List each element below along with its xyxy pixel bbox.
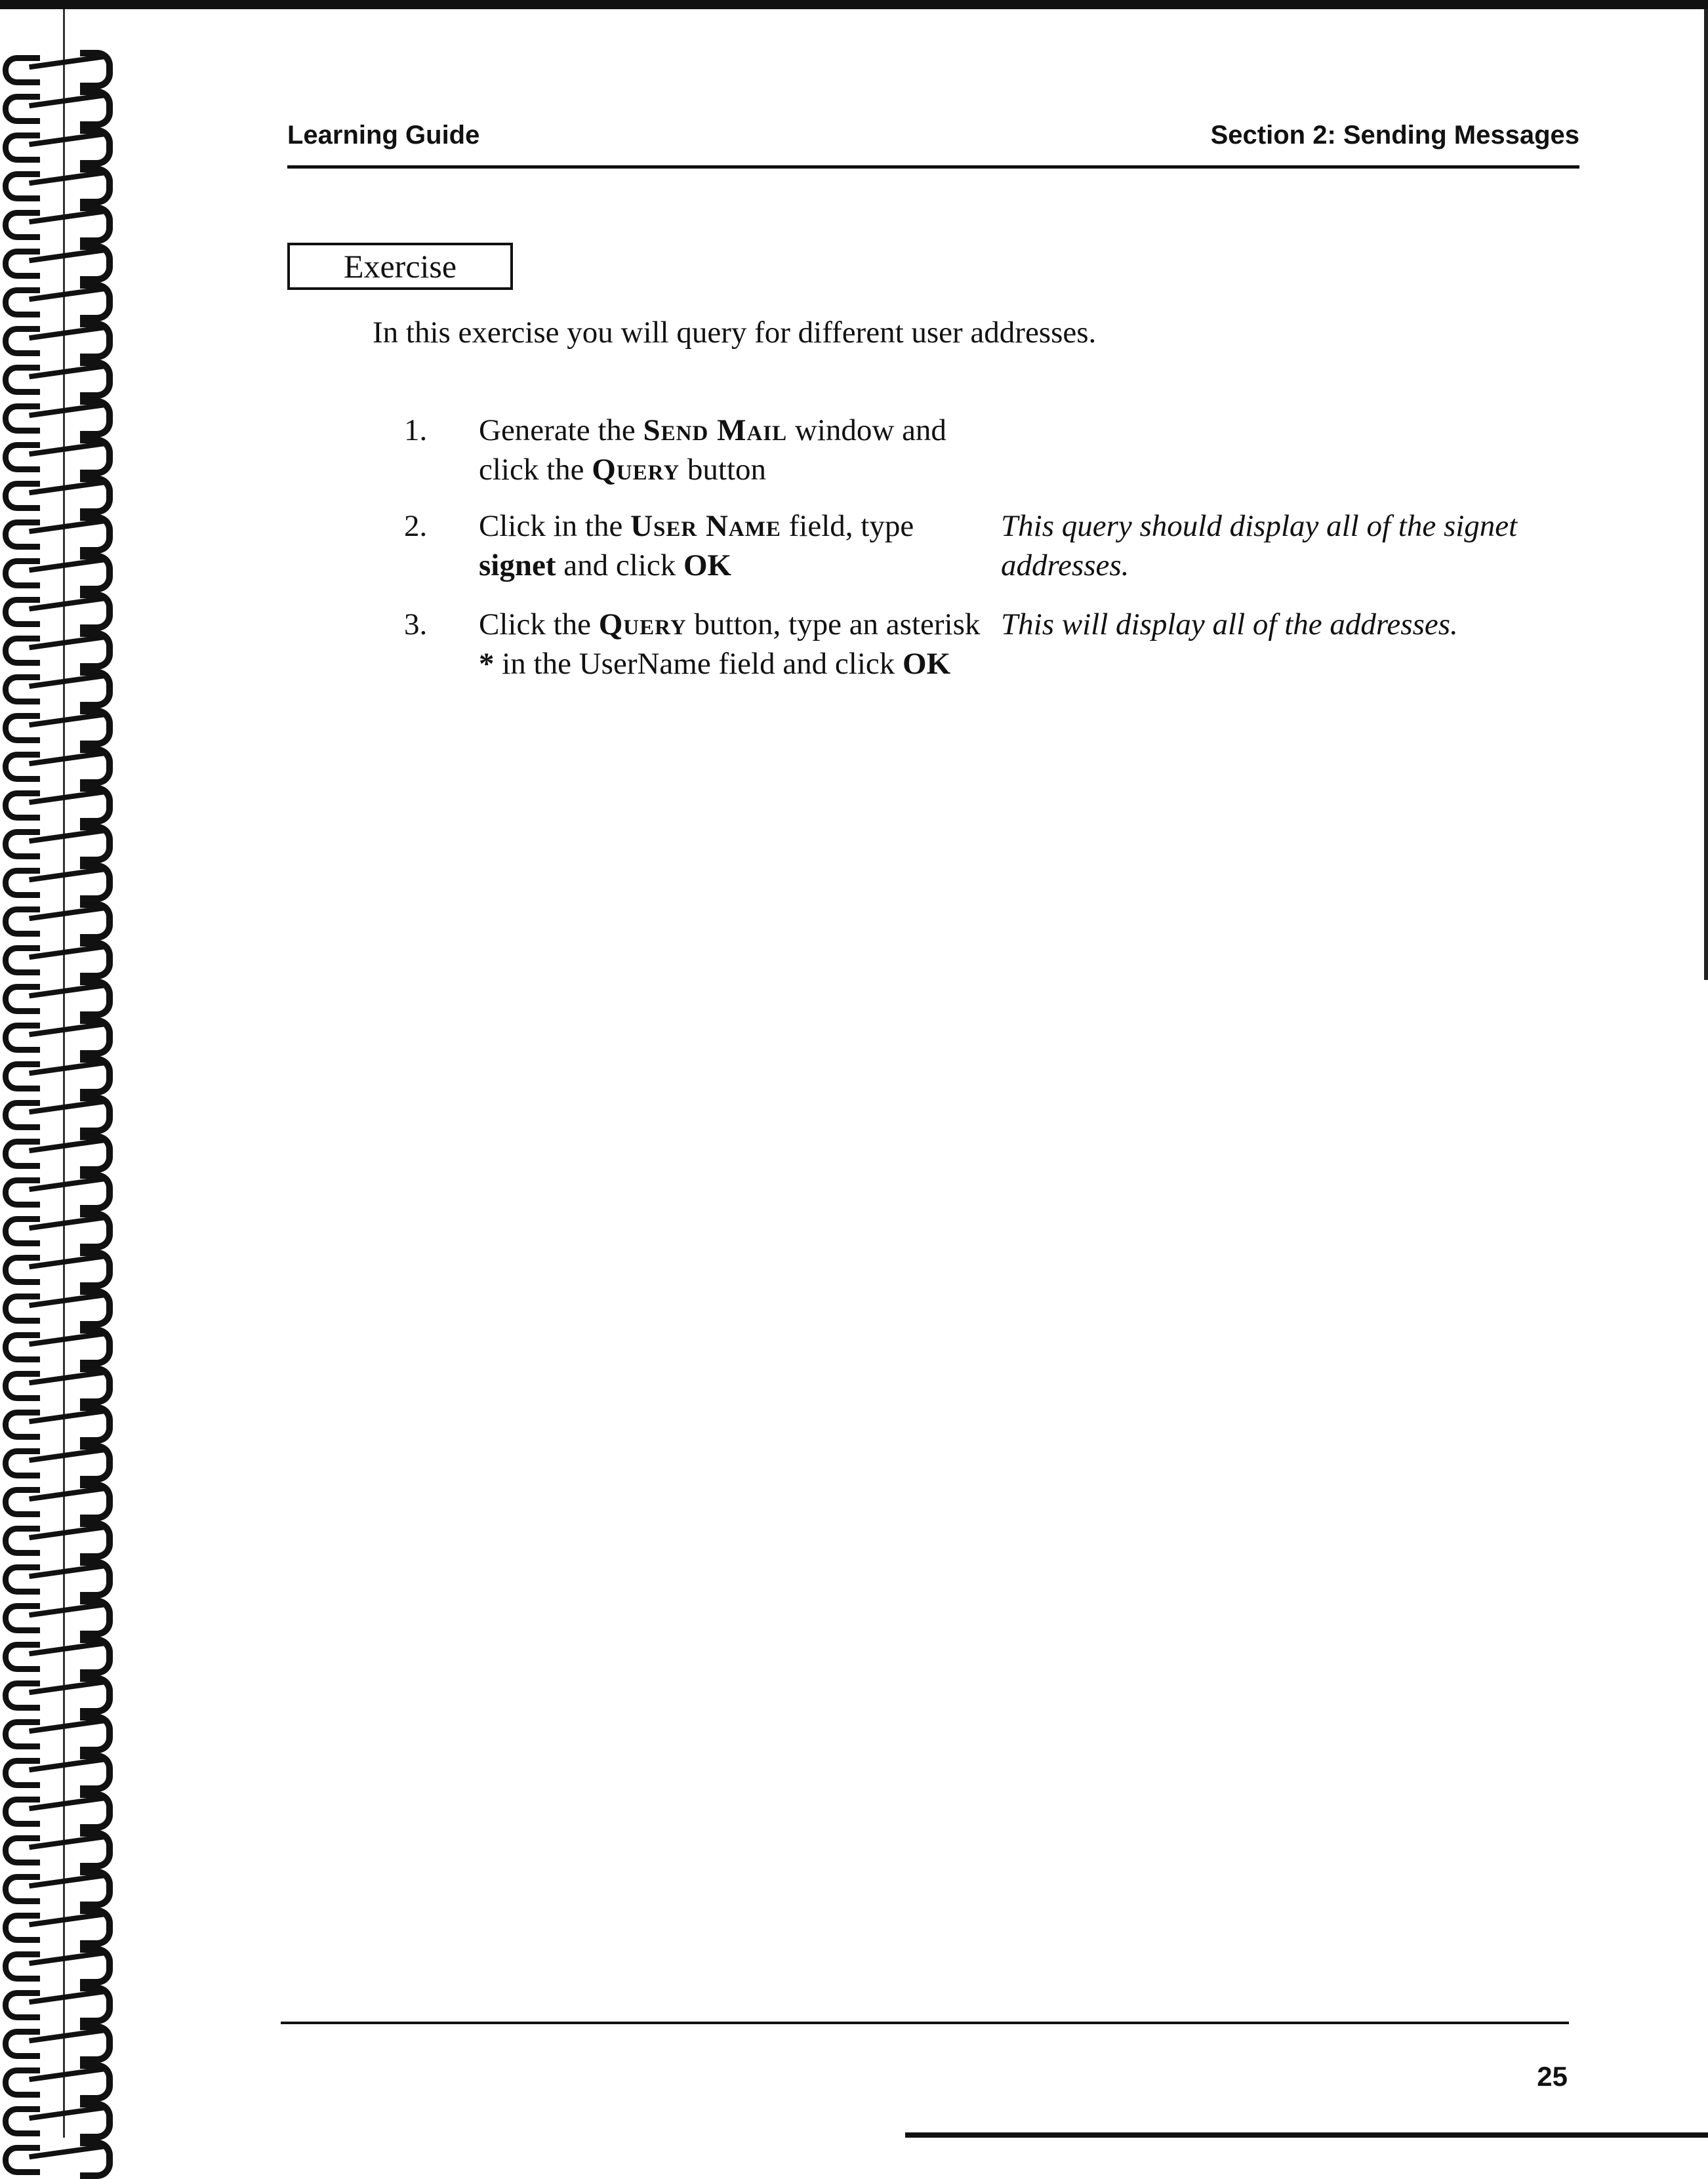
binding-coil [3,2024,114,2055]
step-number: 2. [404,509,428,543]
binding-coil [3,1559,114,1591]
binding-coil [3,1133,114,1165]
step-number: 3. [404,607,428,641]
header-left-title: Learning Guide [287,121,480,150]
binding-coil [3,669,114,701]
binding-coil [3,940,114,971]
exercise-intro: In this exercise you will query for different user addresses. [373,316,1097,350]
typed-value: * [479,647,495,681]
bottom-border [905,2132,1708,2138]
binding-coil [3,1172,114,1204]
step-note: This will display all of the addresses. [1001,607,1458,641]
binding-coil [3,359,114,391]
binding-coil [3,708,114,739]
binding-coil [3,1443,114,1475]
binding-coil [3,166,114,197]
binding-coil [3,1598,114,1629]
binding-coil [3,553,114,584]
binding-coil [3,630,114,662]
ui-term: OK [683,548,732,582]
binding-coil [3,514,114,546]
binding-coil [3,50,114,81]
binding-coil [3,979,114,1010]
binding-coil [3,1753,114,1784]
binding-coil [3,1288,114,1320]
binding-coil [3,2140,114,2171]
binding-coil [3,863,114,894]
binding-coil [3,476,114,507]
binding-coil [3,746,114,778]
binding-coil [3,1520,114,1552]
ui-term: Query [598,607,687,641]
ui-term: Send Mail [643,413,788,447]
binding-coil [3,1985,114,2016]
binding-coil [3,1250,114,1281]
spiral-binding [0,9,125,2138]
binding-coil [3,1056,114,1088]
binding-coil [3,1869,114,1900]
binding-coil [3,89,114,120]
page-number: 25 [1537,2061,1568,2092]
binding-coil [3,2062,114,2094]
binding-coil [3,398,114,430]
binding-coil [3,1211,114,1242]
binding-coil [3,1327,114,1358]
binding-coil [3,785,114,817]
footer-rule [281,2022,1569,2024]
step-number: 1. [404,413,428,447]
binding-coil [3,437,114,468]
binding-coil [3,1830,114,1862]
binding-coil [3,1714,114,1745]
binding-coil [3,2101,114,2132]
ui-term: OK [903,647,951,681]
exercise-label-box [287,243,513,290]
step-note: This query should display all of the signet addresses. [1001,509,1518,582]
binding-coil [3,282,114,314]
step-text: Generate the Send Mail window and click the Query button [479,413,946,487]
step-text: Click in the User Name field, type signet and click OK [479,509,914,582]
exercise-label: Exercise [343,248,457,285]
ui-term: Query [592,453,680,487]
binding-coil [3,127,114,159]
step-text: Click the Query button, type an asterisk * in the UserName field and click OK [479,607,981,681]
binding-coil [3,1907,114,1939]
binding-coil [3,824,114,855]
binding-coil [3,1366,114,1397]
binding-coil [3,1675,114,1707]
header-rule [287,165,1579,169]
binding-coil [3,243,114,275]
typed-value: signet [479,548,556,582]
binding-coil [3,205,114,236]
binding-coil [3,1017,114,1049]
header-right-title: Section 2: Sending Messages [1210,121,1579,150]
binding-coil [3,592,114,623]
binding-coil [3,1791,114,1823]
binding-coil [3,1637,114,1668]
binding-coil [3,1404,114,1436]
top-border [0,0,1708,9]
right-page-edge [1704,9,1708,980]
binding-coil [3,321,114,352]
binding-coil [3,1095,114,1126]
ui-term: User Name [630,509,781,543]
binding-coil [3,1946,114,1978]
binding-coil [3,1482,114,1513]
binding-coil [3,901,114,933]
